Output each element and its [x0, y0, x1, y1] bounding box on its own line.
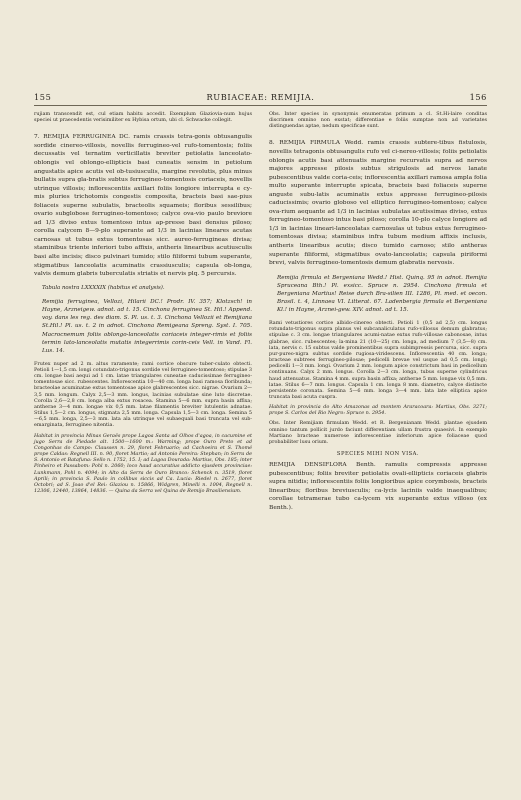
habitat-firmula: Habitat in provincia do Alto Amazonas ad montem Araracoara: Martius, Obs. 3271; prope S. Carlos del Rio Negro: Spruce n. 2954. [269, 404, 487, 417]
left-column [34, 111, 252, 512]
running-header [34, 92, 487, 106]
page-number-left: 155 [34, 92, 52, 102]
observation-note-2: Obs. Inter Remijiam firmulam Wedd. et R. Bergenianam Wedd. plantae ejusdem omnino tantum pollicit jurdo faciunt differentiam ullam frustra quaesivi. In exemplo Martiano bracteae numerose inflorescentiae inferiorum apice foliaceae quod probabiliter lusu orium. [269, 420, 487, 445]
section-heading: SPECIES MIHI NON VISA. [336, 451, 420, 458]
species-description-densiflora: REMIJIA DENSIFLORA Benth. ramulis compressis appresse pubescentibus; foliis breviter petiolatis ovali-ellipticis coriaceis glabris supra nitidis; inflorescentiis foliis longioribus apice corymbosis, bracteis linearibus; floribus breviusculis; ca-lycis laciniis valde inaequalibus; corollae tetramerae tubo ca-lycem vix superante extus villoso (ex Benth.). [269, 462, 487, 511]
plate-reference: Tabula nostra LXXXXIX (habitus et analysis). [42, 284, 165, 291]
synonymy-ferruginea: Remijia ferruginea, Vellozi, Hilarii DC.! Prodr. IV. 357; Klotzsch! in Hayne, Arzneigew. adnot. ad t. 15. Cinchona ferruginea St. Hil.! Append. voy. dans les reg. des diam. S. Pl. us. t. 3. Cinchona Vellozii et Remijiana St.Hil.! Pl. us. t. 2 in adnot. Cinchona Remigeana Spreng. Syst. I. 705. Macrocnemum foliis oblongo-lanceolatis coriaceis integer-rimis et foliis termin lato-lanceolatis mutatis integerrimis corin-ceis Vell. in Vand. Fl. Lus. 14. [42, 299, 252, 354]
continuation-text: rujiam transcendit est, cul etiam habitu accedit. Exemplum Glaziovia-num hujus speciei ut praecedentis verisimiliter ex Hybisa ortum, ubi cl. Schwacke collegit. [34, 111, 252, 124]
species-description-firmula: 8. REMIJIA FIRMULA Wedd. ramis crassis subtere-tibus fistulosis, novellis tetragonis obtusangulis rufo vel ci-nereo-villosis; foliis petiolatis oblongis acutis basi attenuatis margine recurvatis supra ad nervos majores appresse pilosis subtus strigulosis ad nervos lanate pubescentibus valde coria-ceis; inflorescentia axillari ramosa ampla folia multo superante interrupte spicata, bracteis basi foliaceis superne anguste subu-latis acuminatis extus appresse ferrugineo-pilosis caducissimis; ovario globoso vel elliptico ferrugineo-tomentoso; calyce ova-rium aequante ad 1/3 in lacinias subulatas acutissimas diviso, extus ferrugineo-tomentoso intus basi piloso; corolla 10-plo calyce longiore ad 1/3 in lacinias lineari-lanceolatas carnosulas ut tubus extus ferrugineo-tomentosas divisa; staminibus infra tubum medium affixis inclusis, antheris linearibus acutis; disco tumido carnoso; stilo antheras superante filiformi, stigmatibus ovato-lanceolatis; capsula piriformi brevi, valvis ferrugineo-tomentosis demum glabratis nervosis. [269, 140, 487, 267]
detailed-description-firmula: Rami vetustiores cortice albido-cinereo obtecti. Petioli 1 (0,5 ad 2,5) cm. longus rotundato-trigonus supra planus vel subcanaliculatus rufo-villosus demum glabratus; stipulae c. 3 cm. longae triangulares acumi-natae extus rufo-villosae cabonosae, intus glabrae, sicc. rubescentes; la-mina 21 (10—25) cm. longa, ad medium 7 (3,5—8) cm. lata, nervis c. 15 subtus valde prominentibus supra subimpressis percursa, sicc. supra pur-pureo-nigra subtus sordide rugiosa-viridescens. Inflorescentia 40 cm. longa; bracteae subtrees ferrugineo-pilosae; pedicelli brevae vel usque ad 0,5 cm. longi; pedicelli 1—3 mm. longi. Ovarium 2 mm. longum apice constrictum basi in pedicellum continuans. Calyx 2 mm. longus. Corolla 2—3 cm. longa, tubus superne cylindricus haud attenuatus. Stamina 4 mm. supra basin affixa; antherae 5 mm. longae vix 0,5 mm. latae. Stilus 6—7 mm. longus. Capsula 1 cm. longa 8 mm. diametro, calyce distincte persistente coronata. Semina 5—6 mm. longa 3—4 mm. lata late elliptica apice truncata basi acuta cuspra. [269, 320, 487, 401]
right-column [269, 111, 487, 512]
habitat-ferruginea: Habitat in provincia Minas Geraës prope Lagoa Santa ad Olhos d'agoa, in cacumine et jugo Serra de Piedade alt. 1500—1600 m.: Warming; prope Ouro Preto et ad Congonhas do Campo: Claussen n. 29, floret Februario; ad Cachoeira et S. Thomé prope Caldas: Regnell III. n. 90, floret Martio; ad Antonio Pereira: Stephan; in Serra de S. Antonio et Batafuna: Sello n. 1752, 15. I; ad Lagoa Dourada: Martius, Obs. 185; inter Pinheiro et Passabom: Pohl n. 2060; loco haud accuratius addicto ejusdem provinciae: Lunkmann, Pohl n. 4094; in Alto da Serra de Ouro Branco: Schenck n. 3519, floret Aprili; in provincia S. Paulo in collibus siccis ad Ca. Lucia: Riedel n. 2677, floret Octobri; ad S. Joao d'el Rei: Glaziou n. 15866, Widgren, Minelli n. 1004, Regnell n. 12306, 12440, 13864, 14836. — Quina da Serra vel Quina de Remijo Brasiliensium. [34, 432, 252, 494]
observation-note: Obs. Inter species in synonymis enumeratas primum a cl. St.Hi-laire conditas discrimen omnino non exstat; differentiae e foliis sumptae non ad varietates distinguendas aptae, nedum specificae sunt. [269, 111, 487, 130]
detailed-description-ferruginea: Frutex nuper ad 2 m. altus raramente; rami cortice obscure tuber-culato obtecti. Petioli 1—1,5 cm. longi cotundato-trigonus sordide vel ferrugineo-tomentoso; stipulae 3 cm. longae basi aequi ad 1 cm. latae triangulares cuneatae caducissimae ferrugineo-tomentosae sicc. rubescentes. Inflorescentia 10—40 cm. longa basi ramosa floribunda; bracteolae acuminatae extus tomentosae apice glabrescentes sicc. nigrae. Ovarium 2—3,5 mm. longum. Calyx 2,5—3 mm. longus, lacinias subulatae sine luto discretae. Corolla 2,6—2,8 cm. longa alba extus rosacea. Stamina 5—6 mm. supra basin affixa; antherae 3—4 mm. longae vix 0,5 mm. latae filamentis breviter lutulentis adnatae. Stilus 1,5—2 cm. longus, stigmata 2,5 mm. longa. Capsula 1,5—3 cm. longa. Semina 5—6,5 mm. longa, 2,5—3 mm. lata ala utrinque vel subaequali basi truncata vel sub-emarginata, ferrugineo nitentia. [34, 360, 252, 429]
two-column-body [34, 111, 487, 512]
synonymy-firmula: Remijia firmula et Bergeniana Wedd.! Hist. Quinq. 95 in adnot. Remijia Spruceana Bth.! Pl. exsicc. Spruce n. 2954. Cinchona firmula et Bergeniana Martius! Reise durch Bra-silien III. 1286, Pl. med. et oecon. Brasil. t. 4, Linnaea VI. Litterat. 67. Ladenbergia firmula et Bergeniana Kl.! in Hayne, Arznei-gew. XIV. adnot. ad t. 15. [277, 274, 487, 314]
species-description-ferruginea: 7. REMIJIA FERRUGINEA DC. ramis crassis tetra-gonis obtusangulis sordide cinereo-villosis, novellis ferrugineo-vel rufo-tomentosis; foliis decussatis vel ternatim verticillatis breviter petiolatis lanceolato-oblongis vel oblongo-ellipticis basi cuneatis sensim in petiolum angustatis apice acutis vel ob-tusiusculis, margine revolutis, plus minus bullatis supra gla-bratis subtus ferrugineo-tomentosis coriaceis, novellis utrinque villosis; inflorescentiis axillari foliis longiore interrupta e cy-mis pluries trichotomis congestis composita, bracteis basi sae-pius foliaceis superne subulatis, bracteolis squameis; floribus sessilibus; ovario subglobose ferrugineo-tomentoso; calyce ova-vio paulo breviore ad 1/3 diviso extus tomentoso intus ap-presse basi densius piloso; corolla calycem 8—9-plo superante ad 1/3 in lacinias lineares acutas carnosas ut tubus extus tomentosas sicc. aureo-ferrugineas divisa; staminibus triente inferiori tubo affixis, antheris linearibus acutiusculis basi alte incisis; disco pulvinari tumido; stilo filiformi tubum superante, stigmatibus lanceolatis acuminatis crassiusculis; capsula ob-longa, valvis demum glabris tuberculatis striatis et nervis plq. 5 percursis. [34, 134, 252, 278]
page-number-right: 156 [469, 92, 487, 102]
running-title: RUBIACEAE: REMIJIA. [206, 92, 315, 102]
